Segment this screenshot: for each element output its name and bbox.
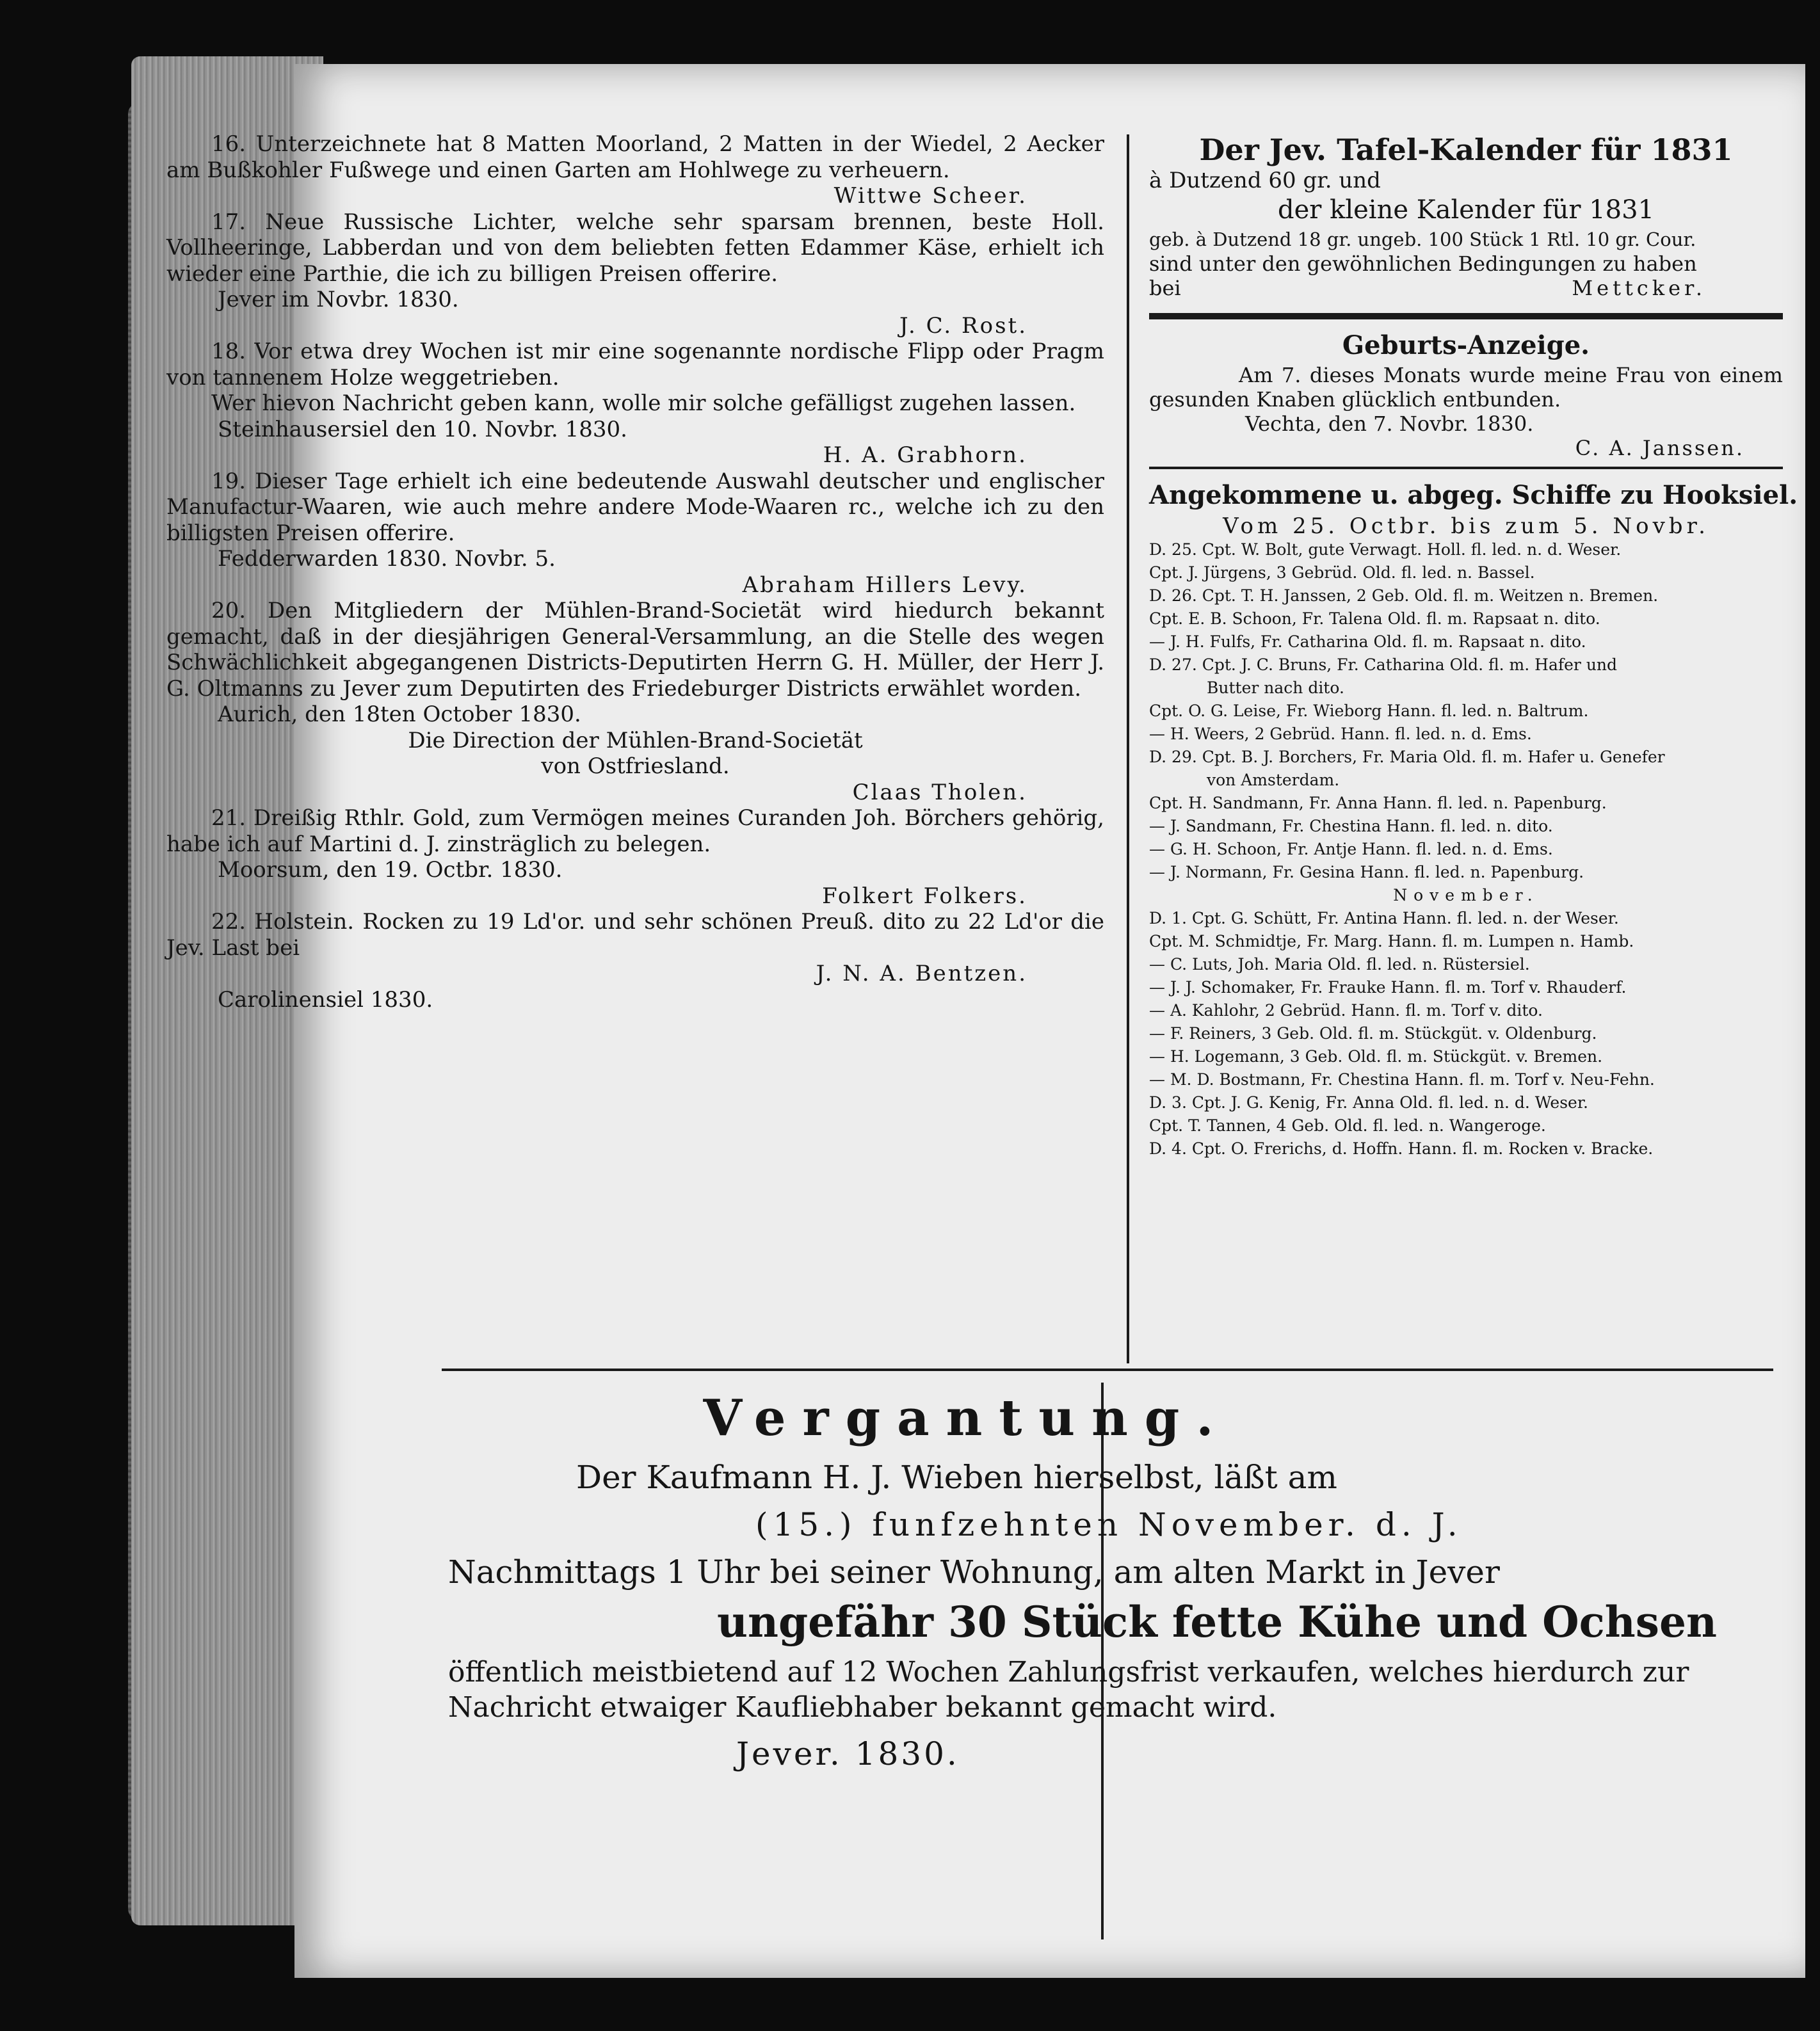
ship-entry: — F. Reiners, 3 Geb. Old. fl. m. Stückgüt. v. Oldenburg. [1149, 1024, 1597, 1043]
notice-entry [166, 209, 1104, 339]
birth-title: Geburts-Anzeige. [1342, 330, 1590, 360]
notice-text: 16. Unterzeichnete hat 8 Matten Moorland, 2 Matten in der Wiedel, 2 Aecker am Bußkohler Fußwege und einen Garten am Hohlwege zu verheuern. [166, 131, 1104, 183]
ship-entry: D. 27. Cpt. J. C. Bruns, Fr. Catharina Old. fl. m. Hafer und [1149, 655, 1618, 674]
calendar-title: Der Jev. Tafel-Kalender für 1831 [1199, 132, 1733, 167]
ship-entry: Cpt. O. G. Leise, Fr. Wieborg Hann. fl. led. n. Baltrum. [1149, 702, 1589, 720]
calendar-conditions: sind unter den gewöhnlichen Bedingungen zu haben [1149, 252, 1697, 276]
section-rule [442, 1369, 1773, 1371]
birth-signature: C. A. Janssen. [1575, 436, 1744, 460]
calendar-prices: geb. à Dutzend 18 gr. ungeb. 100 Stück 1 Rtl. 10 gr. Cour. [1149, 229, 1696, 250]
auction-line-3: Nachmittags 1 Uhr bei seiner Wohnung, am alten Markt in Jever [448, 1553, 1500, 1591]
calendar-seller-line [1149, 276, 1783, 300]
ship-entry: Butter nach dito. [1207, 678, 1344, 697]
notice-text: 20. Den Mitgliedern der Mühlen-Brand-Societät wird hiedurch bekannt gemacht, daß in der diesjährigen General-Versammlung, an die Stelle des wegen Schwächlichkeit abgegangenen Districts-Deputirten Herrn G. H. Müller, der Herr J. G. Oltmanns zu Jever zum Deputirten des Friedeburger Districts erwählet worden. [166, 598, 1104, 702]
notice-text: 22. Holstein. Rocken zu 19 Ld'or. und sehr schönen Preuß. dito zu 22 Ld'or die Jev. Last bei [166, 909, 1104, 961]
notice-text: Wer hievon Nachricht geben kann, wolle mir solche gefälligst zugehen lassen. [211, 390, 1076, 416]
notice-signature: Wittwe Scheer. [833, 183, 1027, 209]
calendar-seller-prefix: bei [1149, 276, 1181, 300]
notice-issuer: von Ostfriesland. [541, 753, 730, 779]
birth-text: Am 7. dieses Monats wurde meine Frau von einem gesunden Knaben glücklich entbunden. [1149, 363, 1783, 412]
calendar-price: à Dutzend 60 gr. und [1149, 168, 1381, 193]
ship-entry: — J. J. Schomaker, Fr. Frauke Hann. fl. m. Torf v. Rhauderf. [1149, 978, 1627, 997]
notice-date: Fedderwarden 1830. Novbr. 5. [218, 546, 556, 572]
ship-entry: D. 26. Cpt. T. H. Janssen, 2 Geb. Old. fl. m. Weitzen n. Bremen. [1149, 586, 1659, 605]
ship-entry: — J. Normann, Fr. Gesina Hann. fl. led. n. Papenburg. [1149, 863, 1584, 881]
ships-list [1149, 538, 1783, 1160]
ship-entry: — J. Sandmann, Fr. Chestina Hann. fl. led. n. dito. [1149, 817, 1553, 835]
ship-entry: Cpt. H. Sandmann, Fr. Anna Hann. fl. led. n. Papenburg. [1149, 794, 1607, 812]
notice-signature: Claas Tholen. [852, 779, 1027, 805]
notice-signature: Abraham Hillers Levy. [742, 572, 1027, 598]
column-divider [1127, 134, 1129, 1363]
ship-entry: Cpt. J. Jürgens, 3 Gebrüd. Old. fl. led. n. Bassel. [1149, 563, 1535, 582]
right-column [1149, 131, 1798, 1160]
ship-entry: D. 1. Cpt. G. Schütt, Fr. Antina Hann. fl. led. n. der Weser. [1149, 909, 1619, 927]
notice-date: Jever im Novbr. 1830. [218, 287, 459, 312]
notice-entry [166, 339, 1104, 469]
auction-notice [448, 1389, 1818, 1772]
ship-entry: von Amsterdam. [1207, 771, 1340, 789]
auction-line-5: öffentlich meistbietend auf 12 Wochen Zahlungsfrist verkaufen, welches hierdurch zur [448, 1656, 1689, 1689]
ship-entry: D. 3. Cpt. J. G. Kenig, Fr. Anna Old. fl. led. n. d. Weser. [1149, 1093, 1588, 1112]
notice-entry [166, 598, 1104, 805]
ship-entry: — H. Logemann, 3 Geb. Old. fl. m. Stückgüt. v. Bremen. [1149, 1047, 1603, 1066]
auction-line-7: Jever. 1830. [736, 1735, 960, 1772]
notice-date: Carolinensiel 1830. [218, 986, 433, 1013]
notice-text: 21. Dreißig Rthlr. Gold, zum Vermögen meines Curanden Joh. Börchers gehörig, habe ich auf Martini d. J. zinsträglich zu belegen. [166, 805, 1104, 857]
notice-signature: J. C. Rost. [899, 312, 1027, 339]
notice-text: 18. Vor etwa drey Wochen ist mir eine sogenannte nordische Flipp oder Pragm von tannenem Holze weggetrieben. [166, 339, 1104, 390]
ship-entry: — G. H. Schoon, Fr. Antje Hann. fl. led. n. d. Ems. [1149, 840, 1553, 858]
ship-entry: — M. D. Bostmann, Fr. Chestina Hann. fl. m. Torf v. Neu-Fehn. [1149, 1070, 1655, 1089]
calendar-small-title: der kleine Kalender für 1831 [1277, 195, 1655, 225]
auction-line-6: Nachricht etwaiger Kaufliebhaber bekannt gemacht wird. [448, 1691, 1277, 1724]
ship-entry: — A. Kahlohr, 2 Gebrüd. Hann. fl. m. Torf v. dito. [1149, 1001, 1543, 1020]
notice-date: Moorsum, den 19. Octbr. 1830. [218, 857, 563, 883]
notice-date: Steinhausersiel den 10. Novbr. 1830. [218, 416, 627, 442]
ship-entry: D. 29. Cpt. B. J. Borchers, Fr. Maria Old. fl. m. Hafer u. Genefer [1149, 748, 1665, 766]
ships-subtitle: Vom 25. Octbr. bis zum 5. Novbr. [1223, 513, 1709, 539]
notice-issuer: Die Direction der Mühlen-Brand-Societät [408, 727, 863, 753]
notice-entry [166, 469, 1104, 598]
ship-entry: D. 4. Cpt. O. Frerichs, d. Hoffn. Hann. fl. m. Rocken v. Bracke. [1149, 1139, 1654, 1158]
notice-entry [166, 805, 1104, 909]
calendar-seller: Mettcker. [1572, 276, 1706, 300]
notice-signature: J. N. A. Bentzen. [816, 961, 1027, 986]
ship-entry: November. [1393, 886, 1539, 904]
ship-entry: — J. H. Fulfs, Fr. Catharina Old. fl. m. Rapsaat n. dito. [1149, 632, 1586, 651]
notice-signature: Folkert Folkers. [822, 883, 1027, 909]
notice-entry [166, 131, 1104, 209]
notice-date: Aurich, den 18ten October 1830. [218, 702, 581, 727]
ship-entry: Cpt. M. Schmidtje, Fr. Marg. Hann. fl. m. Lumpen n. Hamb. [1149, 932, 1634, 951]
ship-entry: Cpt. T. Tannen, 4 Geb. Old. fl. led. n. Wangeroge. [1149, 1116, 1546, 1135]
birth-date: Vechta, den 7. Novbr. 1830. [1245, 412, 1534, 436]
auction-line-2: (15.) funfzehnten November. d. J. [755, 1506, 1463, 1543]
ship-entry: Cpt. E. B. Schoon, Fr. Talena Old. fl. m. Rapsaat n. dito. [1149, 609, 1600, 628]
calendar-rule [1149, 305, 1783, 319]
ship-entry: — C. Luts, Joh. Maria Old. fl. led. n. Rüstersiel. [1149, 955, 1530, 974]
notice-entry [166, 909, 1104, 1013]
auction-title: Vergantung. [703, 1389, 1230, 1447]
auction-line-4: ungefähr 30 Stück fette Kühe und Ochsen [717, 1597, 1717, 1647]
ship-entry: D. 25. Cpt. W. Bolt, gute Verwagt. Holl. fl. led. n. d. Weser. [1149, 540, 1622, 559]
ship-entry: — H. Weers, 2 Gebrüd. Hann. fl. led. n. d. Ems. [1149, 725, 1532, 743]
left-column [166, 131, 1104, 1013]
ships-title: Angekommene u. abgeg. Schiffe zu Hooksiel. [1149, 480, 1798, 510]
notice-signature: H. A. Grabhorn. [823, 442, 1027, 468]
notice-text: 19. Dieser Tage erhielt ich eine bedeutende Auswahl deutscher und englischer Manufactur-Waaren, wie auch mehre andere Mode-Waaren rc., welche ich zu den billigsten Preisen offerire. [166, 468, 1104, 546]
birth-rule [1149, 467, 1783, 469]
auction-line-1: Der Kaufmann H. J. Wieben hierselbst, läßt am [576, 1459, 1337, 1496]
notice-text: 17. Neue Russische Lichter, welche sehr sparsam brennen, beste Holl. Vollheeringe, Labberdan und von dem beliebten fetten Edammer Käse, erhielt ich wieder eine Parthie, die ich zu billigen Preisen offerire. [166, 209, 1104, 287]
